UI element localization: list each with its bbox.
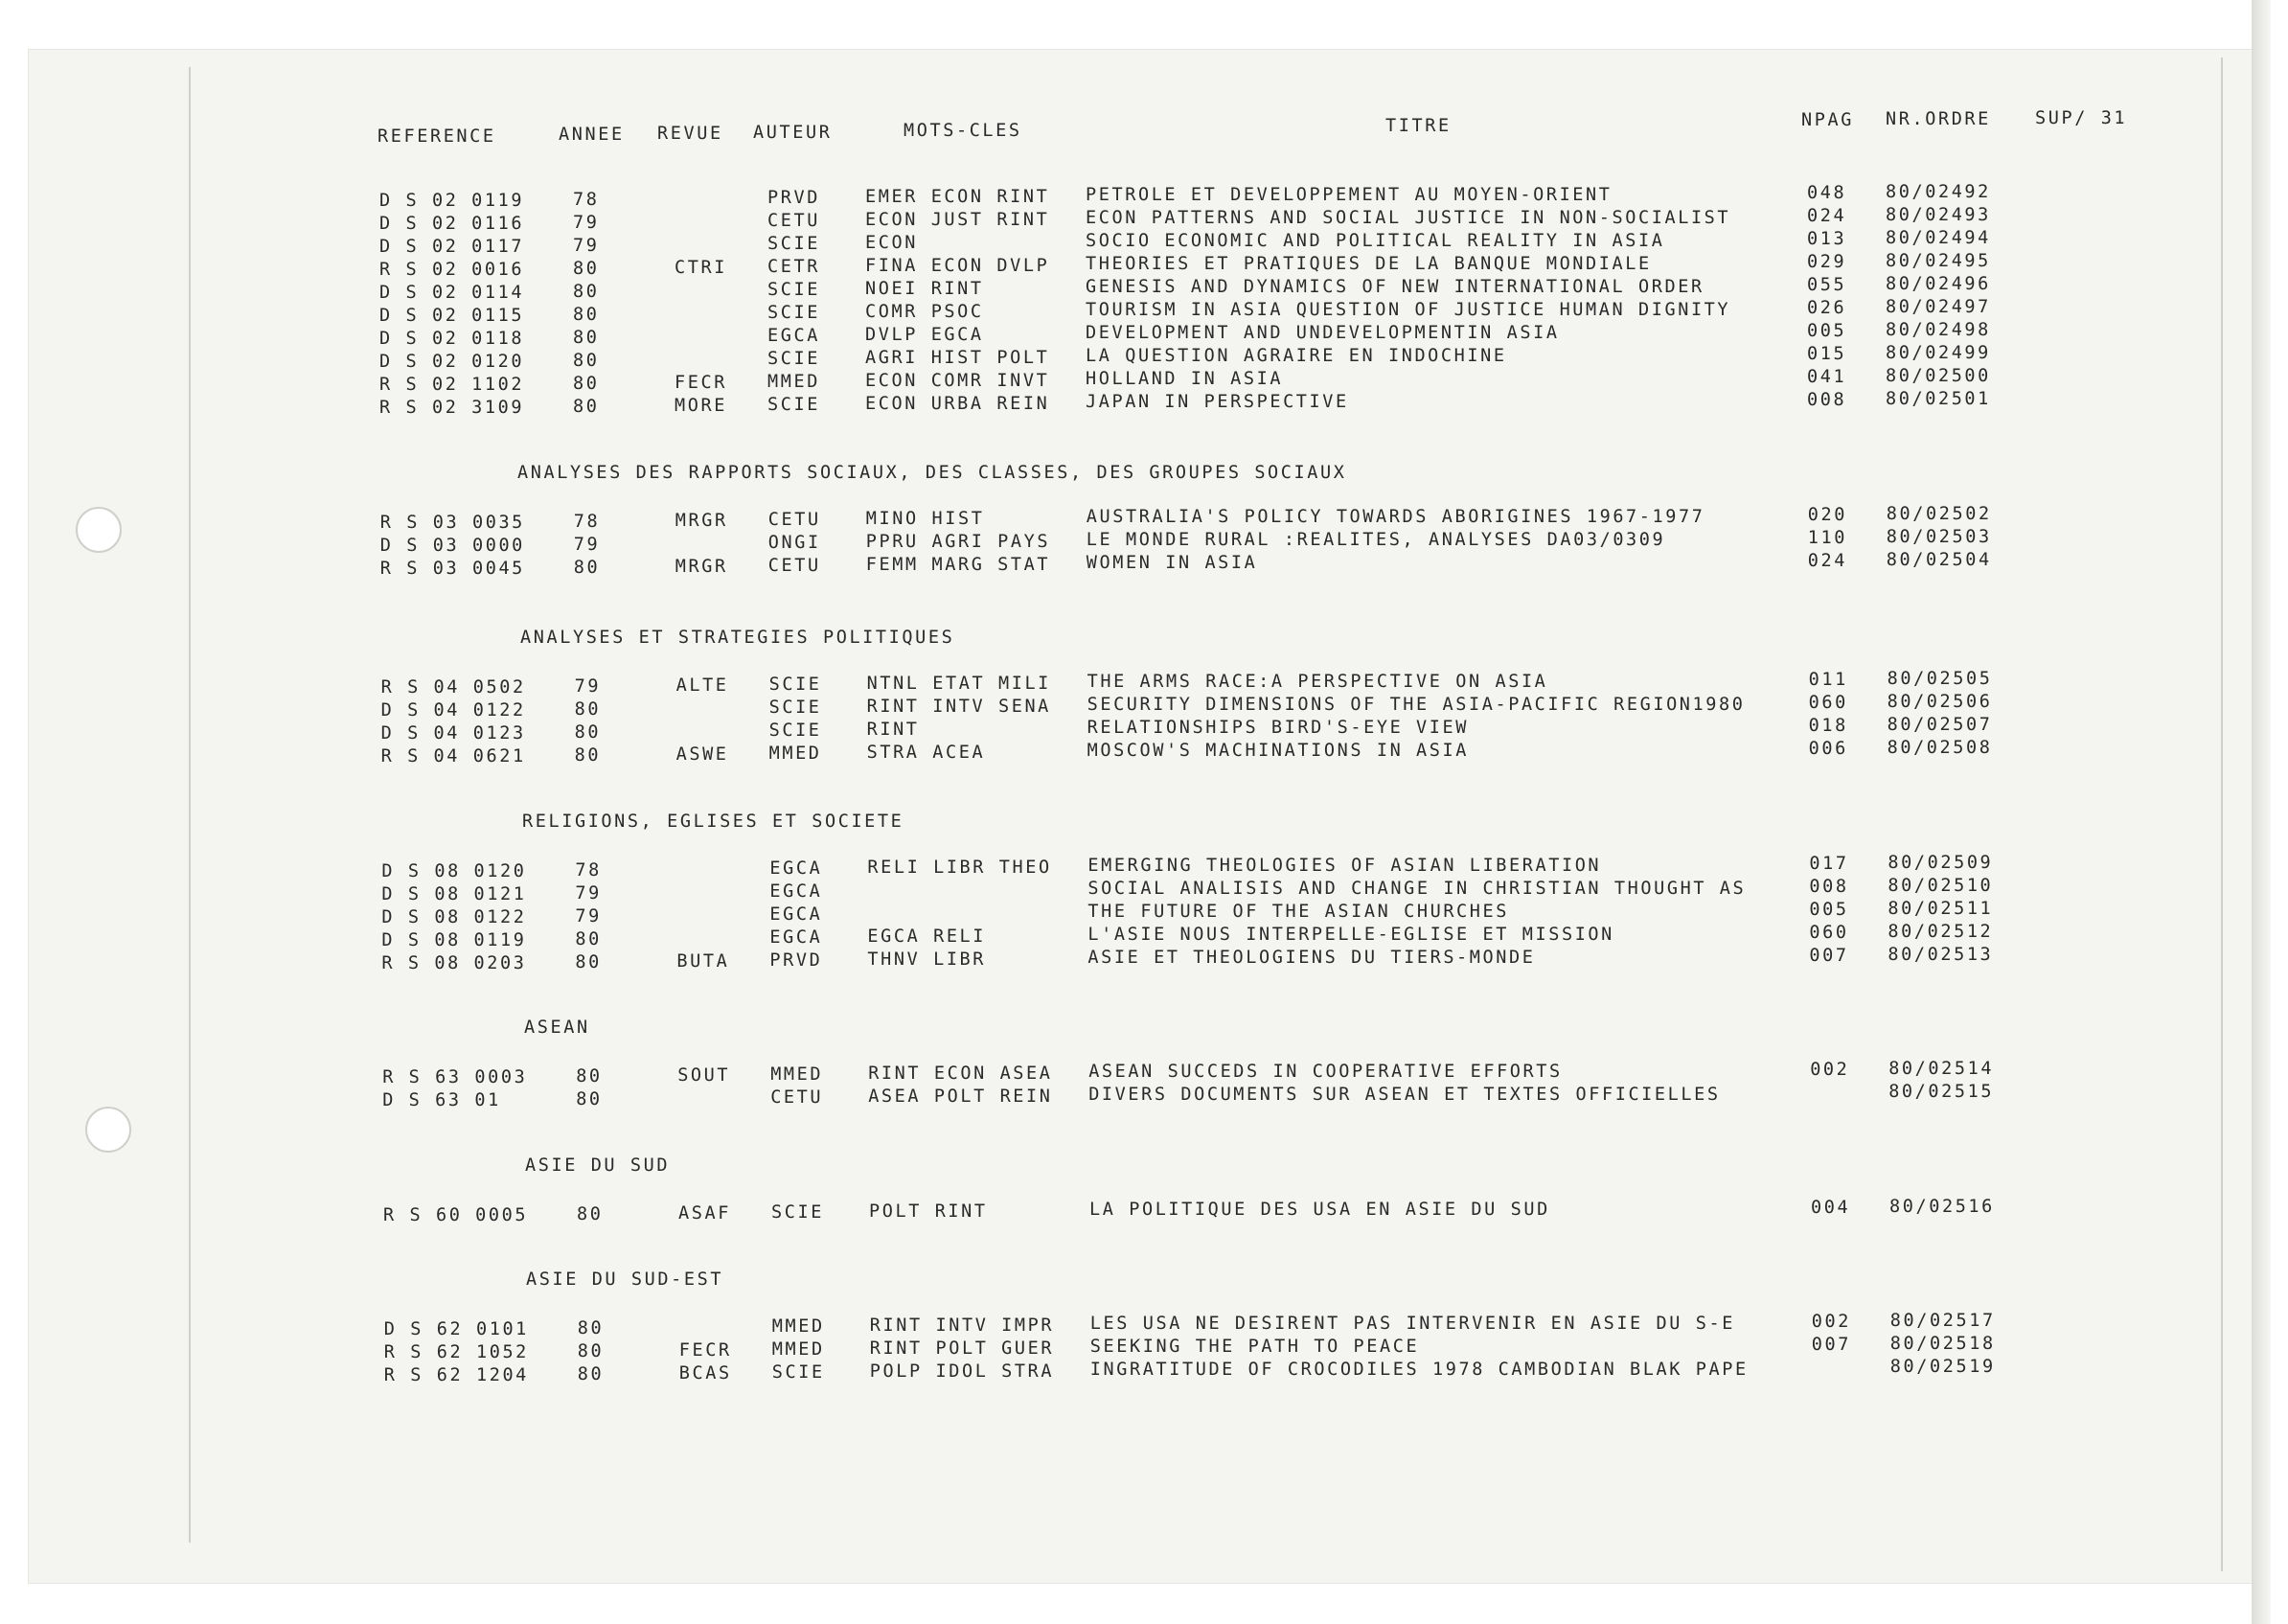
row-titre: HOLLAND IN ASIA xyxy=(1086,369,1284,389)
row-reference: D S 62 0101 xyxy=(383,1319,529,1339)
row-annee: 80 xyxy=(577,1341,605,1361)
row-auteur: CETU xyxy=(767,556,821,576)
row-titre: ECON PATTERNS AND SOCIAL JUSTICE IN NON-SOCIALIST xyxy=(1086,208,1731,228)
row-revue: ALTE xyxy=(675,675,729,696)
row-nr-ordre: 80/02496 xyxy=(1886,274,1991,294)
row-mots-cles: ECON JUST RINT xyxy=(865,210,1050,230)
row-auteur: CETR xyxy=(767,257,820,277)
row-annee: 80 xyxy=(576,1066,603,1086)
row-mots-cles: ECON COMR INVT xyxy=(865,371,1050,391)
row-npag: 013 xyxy=(1807,229,1847,249)
row-mots-cles: STRA ACEA xyxy=(866,743,986,763)
row-reference: D S 02 0118 xyxy=(379,329,525,349)
row-titre: TOURISM IN ASIA QUESTION OF JUSTICE HUMAN DIGNITY xyxy=(1086,300,1731,320)
row-reference: R S 63 0003 xyxy=(382,1067,528,1087)
row-annee: 79 xyxy=(573,236,600,256)
row-revue: SOUT xyxy=(677,1065,731,1086)
row-npag: 005 xyxy=(1807,321,1847,341)
row-nr-ordre: 80/02492 xyxy=(1886,182,1991,202)
row-auteur: MMED xyxy=(770,1064,824,1085)
row-nr-ordre: 80/02497 xyxy=(1886,297,1991,317)
row-mots-cles: POLT RINT xyxy=(869,1201,988,1222)
row-auteur: SCIE xyxy=(767,234,820,254)
page-edge xyxy=(2252,0,2271,1624)
row-nr-ordre: 80/02515 xyxy=(1888,1082,1995,1102)
row-titre: LA POLITIQUE DES USA EN ASIE DU SUD xyxy=(1089,1200,1550,1220)
header-reference: REFERENCE xyxy=(378,126,496,147)
row-revue: BCAS xyxy=(678,1363,732,1384)
row-annee: 80 xyxy=(573,328,600,348)
row-nr-ordre: 80/02506 xyxy=(1887,692,1993,712)
row-annee: 79 xyxy=(573,535,601,555)
row-nr-ordre: 80/02507 xyxy=(1887,715,1993,735)
right-margin-line xyxy=(2221,57,2223,1571)
row-mots-cles: RELI LIBR THEO xyxy=(867,858,1052,878)
row-auteur: SCIE xyxy=(771,1202,824,1223)
row-npag: 060 xyxy=(1809,923,1849,943)
row-annee: 80 xyxy=(573,282,600,302)
margin-line xyxy=(189,67,191,1543)
row-npag: 008 xyxy=(1809,877,1849,897)
row-auteur: MMED xyxy=(767,372,820,392)
row-titre: RELATIONSHIPS BIRD'S-EYE VIEW xyxy=(1087,718,1469,738)
row-revue: FECR xyxy=(678,1340,732,1361)
row-npag: 007 xyxy=(1811,1335,1852,1355)
row-annee: 80 xyxy=(577,1204,604,1224)
row-npag: 024 xyxy=(1807,206,1847,226)
row-titre: AUSTRALIA'S POLICY TOWARDS ABORIGINES 1967-1977 xyxy=(1086,507,1705,527)
row-titre: ASIE ET THEOLOGIENS DU TIERS-MONDE xyxy=(1087,948,1536,968)
row-mots-cles: ECON URBA REIN xyxy=(865,394,1050,414)
section-title: RELIGIONS, EGLISES ET SOCIETE xyxy=(522,812,904,832)
row-nr-ordre: 80/02509 xyxy=(1888,853,1994,873)
row-nr-ordre: 80/02505 xyxy=(1887,669,1993,689)
row-titre: L'ASIE NOUS INTERPELLE-EGLISE ET MISSION xyxy=(1087,925,1614,945)
row-auteur: SCIE xyxy=(767,395,820,415)
row-auteur: SCIE xyxy=(767,280,820,300)
header-annee: ANNEE xyxy=(559,125,625,145)
row-mots-cles: RINT POLT GUER xyxy=(869,1338,1055,1359)
row-reference: D S 02 0120 xyxy=(379,352,525,372)
row-titre: LE MONDE RURAL :REALITES, ANALYSES DA03/0309 xyxy=(1086,530,1666,550)
row-mots-cles: DVLP EGCA xyxy=(865,325,984,345)
row-npag: 002 xyxy=(1810,1060,1850,1080)
row-nr-ordre: 80/02518 xyxy=(1889,1334,1996,1354)
header-auteur: AUTEUR xyxy=(753,123,833,143)
row-reference: D S 03 0000 xyxy=(379,536,525,556)
section-title: ASIE DU SUD-EST xyxy=(526,1269,724,1290)
row-mots-cles: RINT INTV SENA xyxy=(866,697,1051,717)
row-revue: ASAF xyxy=(678,1203,731,1224)
row-reference: D S 08 0120 xyxy=(381,861,527,881)
row-annee: 80 xyxy=(573,397,600,417)
row-reference: R S 03 0035 xyxy=(379,513,525,533)
header-titre: TITRE xyxy=(1385,116,1452,136)
row-mots-cles: FEMM MARG STAT xyxy=(865,555,1051,575)
binder-hole-top xyxy=(76,507,122,553)
row-auteur: CETU xyxy=(767,510,821,530)
row-auteur: SCIE xyxy=(767,303,820,323)
section-title: ANALYSES ET STRATEGIES POLITIQUES xyxy=(520,628,955,648)
row-npag: 020 xyxy=(1807,505,1848,525)
row-npag: 015 xyxy=(1807,344,1847,364)
row-annee: 80 xyxy=(576,1089,603,1109)
row-titre: LA QUESTION AGRAIRE EN INDOCHINE xyxy=(1086,346,1507,366)
row-npag: 029 xyxy=(1807,252,1847,272)
row-reference: R S 60 0005 xyxy=(383,1205,529,1225)
row-nr-ordre: 80/02495 xyxy=(1886,251,1991,271)
row-reference: D S 04 0123 xyxy=(380,723,526,743)
row-titre: DEVELOPMENT AND UNDEVELOPMENTIN ASIA xyxy=(1086,323,1560,343)
row-reference: R S 04 0502 xyxy=(380,677,526,698)
row-annee: 78 xyxy=(573,512,601,532)
row-auteur: MMED xyxy=(768,743,822,764)
row-mots-cles: MINO HIST xyxy=(865,509,985,529)
row-reference: R S 04 0621 xyxy=(380,746,526,766)
row-mots-cles: EGCA RELI xyxy=(867,926,987,947)
row-annee: 78 xyxy=(573,190,600,210)
row-auteur: MMED xyxy=(771,1316,825,1337)
row-titre: DIVERS DOCUMENTS SUR ASEAN ET TEXTES OFFICIELLES xyxy=(1088,1085,1721,1105)
row-nr-ordre: 80/02508 xyxy=(1887,738,1993,758)
row-npag: 048 xyxy=(1807,183,1847,203)
row-annee: 80 xyxy=(575,952,602,972)
row-annee: 80 xyxy=(575,929,602,949)
header-revue: REVUE xyxy=(657,124,723,144)
row-titre: EMERGING THEOLOGIES OF ASIAN LIBERATION xyxy=(1087,856,1602,876)
row-npag: 110 xyxy=(1807,528,1848,548)
row-npag: 002 xyxy=(1811,1312,1852,1332)
row-npag: 026 xyxy=(1807,298,1847,318)
header-nr-ordre: NR.ORDRE xyxy=(1886,109,1991,129)
row-nr-ordre: 80/02517 xyxy=(1889,1311,1996,1331)
row-reference: D S 63 01 xyxy=(382,1090,501,1110)
row-auteur: EGCA xyxy=(769,858,823,879)
row-mots-cles: PPRU AGRI PAYS xyxy=(865,532,1051,552)
row-auteur: EGCA xyxy=(769,881,823,902)
row-annee: 80 xyxy=(573,558,601,578)
row-annee: 80 xyxy=(574,699,602,720)
row-titre: SEEKING THE PATH TO PEACE xyxy=(1089,1337,1420,1357)
row-auteur: SCIE xyxy=(771,1362,825,1383)
row-auteur: PRVD xyxy=(767,188,820,208)
row-mots-cles: ASEA POLT REIN xyxy=(868,1086,1053,1107)
row-auteur: CETU xyxy=(767,211,820,231)
row-titre: LES USA NE DESIRENT PAS INTERVENIR EN ASIE DU S-E xyxy=(1089,1314,1735,1334)
row-nr-ordre: 80/02500 xyxy=(1886,366,1991,386)
header-sup: SUP/ 31 xyxy=(2035,108,2128,128)
row-revue: FECR xyxy=(675,373,727,393)
row-nr-ordre: 80/02511 xyxy=(1888,899,1994,919)
row-annee: 78 xyxy=(575,860,602,881)
row-revue: MORE xyxy=(675,396,727,416)
row-mots-cles: NTNL ETAT MILI xyxy=(866,674,1051,694)
row-npag: 006 xyxy=(1808,739,1848,759)
header-npag: NPAG xyxy=(1801,110,1854,130)
section-title: ANALYSES DES RAPPORTS SOCIAUX, DES CLASSES, DES GROUPES SOCIAUX xyxy=(517,463,1347,483)
row-titre: PETROLE ET DEVELOPPEMENT AU MOYEN-ORIENT xyxy=(1086,185,1613,205)
row-mots-cles: RINT ECON ASEA xyxy=(868,1064,1053,1084)
row-annee: 79 xyxy=(575,906,602,926)
row-npag: 004 xyxy=(1811,1198,1851,1218)
row-revue: MRGR xyxy=(675,511,728,531)
row-annee: 80 xyxy=(573,259,600,279)
row-nr-ordre: 80/02513 xyxy=(1888,945,1994,965)
row-auteur: PRVD xyxy=(769,950,823,971)
row-nr-ordre: 80/02494 xyxy=(1886,228,1991,248)
row-auteur: SCIE xyxy=(768,721,822,741)
row-titre: SOCIO ECONOMIC AND POLITICAL REALITY IN ASIA xyxy=(1086,231,1665,251)
row-reference: D S 02 0115 xyxy=(379,306,525,326)
row-reference: R S 62 1204 xyxy=(383,1365,529,1385)
row-titre: SOCIAL ANALISIS AND CHANGE IN CHRISTIAN THOUGHT AS xyxy=(1087,879,1747,899)
row-revue: ASWE xyxy=(675,744,729,765)
row-reference: D S 08 0122 xyxy=(381,907,527,927)
row-auteur: ONGI xyxy=(767,533,821,553)
row-npag: 005 xyxy=(1809,900,1849,920)
row-reference: D S 02 0117 xyxy=(379,237,525,257)
row-revue: MRGR xyxy=(675,557,728,577)
row-titre: JAPAN IN PERSPECTIVE xyxy=(1086,392,1349,412)
row-npag: 017 xyxy=(1809,854,1849,874)
row-nr-ordre: 80/02504 xyxy=(1886,550,1992,570)
row-annee: 80 xyxy=(573,374,600,394)
row-annee: 80 xyxy=(574,745,602,766)
row-revue: CTRI xyxy=(675,258,727,278)
row-mots-cles: FINA ECON DVLP xyxy=(865,256,1050,276)
row-mots-cles: THNV LIBR xyxy=(867,949,987,970)
row-nr-ordre: 80/02493 xyxy=(1886,205,1991,225)
row-titre: MOSCOW'S MACHINATIONS IN ASIA xyxy=(1087,741,1469,761)
row-npag: 055 xyxy=(1807,275,1847,295)
row-nr-ordre: 80/02499 xyxy=(1886,343,1991,363)
row-mots-cles: POLP IDOL STRA xyxy=(869,1361,1055,1382)
row-annee: 80 xyxy=(574,722,602,743)
row-nr-ordre: 80/02516 xyxy=(1889,1197,1995,1217)
row-annee: 80 xyxy=(573,305,600,325)
row-npag: 024 xyxy=(1807,551,1848,571)
header-mots-cles: MOTS-CLES xyxy=(904,121,1022,141)
row-mots-cles: EMER ECON RINT xyxy=(865,187,1050,207)
row-annee: 80 xyxy=(577,1318,605,1338)
row-npag: 041 xyxy=(1807,367,1847,387)
row-titre: WOMEN IN ASIA xyxy=(1086,553,1258,573)
row-mots-cles: COMR PSOC xyxy=(865,302,984,322)
row-mots-cles: RINT xyxy=(866,720,920,740)
row-mots-cles: RINT INTV IMPR xyxy=(869,1315,1055,1336)
row-mots-cles: AGRI HIST POLT xyxy=(865,348,1050,368)
row-auteur: MMED xyxy=(771,1339,825,1360)
row-npag: 007 xyxy=(1809,946,1849,966)
row-reference: D S 08 0121 xyxy=(381,884,527,904)
row-titre: INGRATITUDE OF CROCODILES 1978 CAMBODIAN BLAK PAPE xyxy=(1089,1360,1749,1380)
row-npag: 060 xyxy=(1808,693,1848,713)
row-titre: ASEAN SUCCEDS IN COOPERATIVE EFFORTS xyxy=(1088,1062,1563,1082)
row-reference: D S 08 0119 xyxy=(381,930,527,950)
row-reference: D S 04 0122 xyxy=(380,700,526,721)
row-annee: 79 xyxy=(573,213,600,233)
section-title: ASIE DU SUD xyxy=(525,1155,671,1176)
row-nr-ordre: 80/02502 xyxy=(1886,504,1992,524)
row-npag: 018 xyxy=(1808,716,1848,736)
row-annee: 80 xyxy=(577,1364,605,1384)
row-annee: 80 xyxy=(573,351,600,371)
row-npag: 008 xyxy=(1807,390,1847,410)
row-annee: 79 xyxy=(574,676,602,697)
row-auteur: SCIE xyxy=(768,698,822,718)
row-reference: R S 02 0016 xyxy=(379,260,525,280)
row-nr-ordre: 80/02501 xyxy=(1886,389,1991,409)
row-annee: 79 xyxy=(575,883,602,903)
row-reference: D S 02 0119 xyxy=(379,191,525,211)
row-reference: R S 02 1102 xyxy=(379,375,525,395)
row-nr-ordre: 80/02514 xyxy=(1888,1059,1995,1079)
row-titre: THEORIES ET PRATIQUES DE LA BANQUE MONDIALE xyxy=(1086,254,1652,274)
row-auteur: SCIE xyxy=(768,675,822,695)
row-nr-ordre: 80/02510 xyxy=(1888,876,1994,896)
row-reference: R S 08 0203 xyxy=(381,953,527,973)
row-titre: THE ARMS RACE:A PERSPECTIVE ON ASIA xyxy=(1087,672,1548,692)
row-revue: BUTA xyxy=(676,951,730,972)
row-auteur: EGCA xyxy=(769,904,823,925)
row-mots-cles: NOEI RINT xyxy=(865,279,984,299)
row-nr-ordre: 80/02519 xyxy=(1889,1357,1996,1377)
row-reference: R S 03 0045 xyxy=(379,559,525,579)
row-auteur: EGCA xyxy=(767,326,820,346)
row-titre: THE FUTURE OF THE ASIAN CHURCHES xyxy=(1087,902,1510,922)
row-nr-ordre: 80/02503 xyxy=(1886,527,1992,547)
row-auteur: EGCA xyxy=(769,927,823,948)
row-titre: GENESIS AND DYNAMICS OF NEW INTERNATIONAL ORDER xyxy=(1086,277,1705,297)
row-reference: R S 62 1052 xyxy=(383,1342,529,1362)
row-reference: D S 02 0114 xyxy=(379,283,525,303)
section-title: ASEAN xyxy=(524,1018,590,1038)
row-reference: D S 02 0116 xyxy=(379,214,525,234)
row-reference: R S 02 3109 xyxy=(379,398,525,418)
row-nr-ordre: 80/02512 xyxy=(1888,922,1994,942)
row-auteur: CETU xyxy=(770,1087,824,1108)
row-npag: 011 xyxy=(1808,670,1848,690)
row-mots-cles: ECON xyxy=(865,233,918,253)
row-nr-ordre: 80/02498 xyxy=(1886,320,1991,340)
row-auteur: SCIE xyxy=(767,349,820,369)
binder-hole-bottom xyxy=(85,1107,131,1153)
row-titre: SECURITY DIMENSIONS OF THE ASIA-PACIFIC REGION1980 xyxy=(1087,695,1746,715)
